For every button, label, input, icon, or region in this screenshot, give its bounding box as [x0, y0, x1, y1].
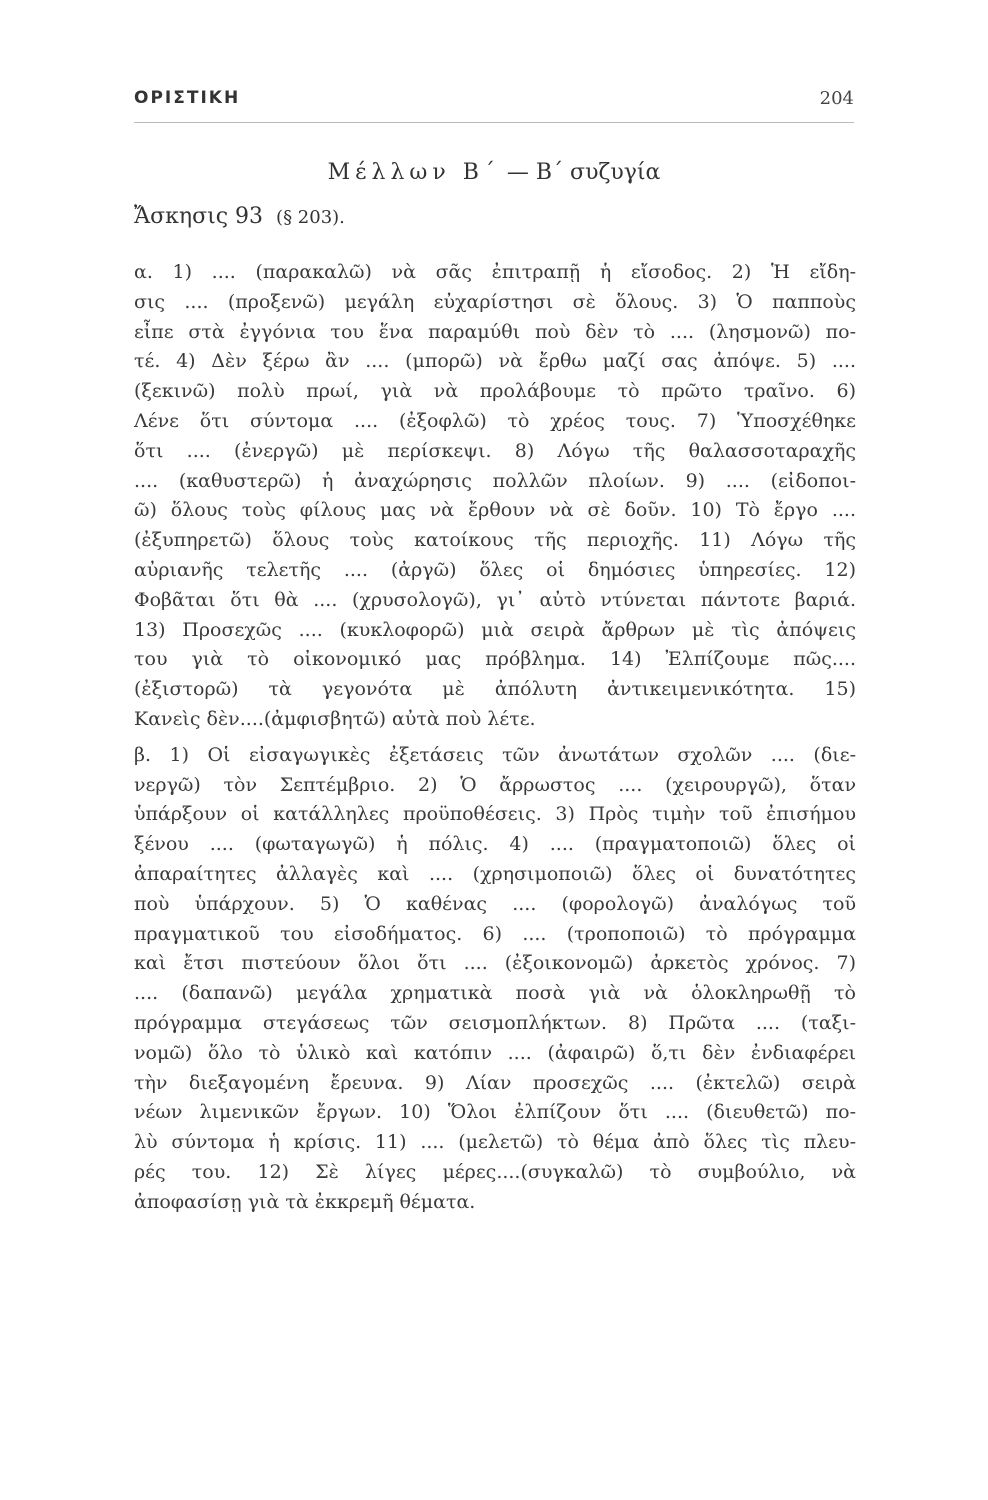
text-line: Λένε ὅτι σύντομα .... (ἐξοφλῶ) τὸ χρέος τους. 7) Ὑποσχέθηκε	[134, 409, 856, 432]
exercise-body	[134, 258, 856, 1218]
text-line: νεργῶ) τὸν Σεπτέμβριο. 2) Ὁ ἄρρωστος .... (χειρουργῶ), ὅταν	[134, 773, 856, 796]
page-header	[134, 88, 854, 122]
page-number: 204	[819, 88, 854, 109]
text-line: αὐριανῆς τελετῆς .... (ἀργῶ) ὅλες οἱ δημόσιες ὑπηρεσίες. 12)	[134, 558, 856, 581]
text-line: τέ. 4) Δὲν ξέρω ἂν .... (μπορῶ) νὰ ἔρθω μαζί σας ἀπόψε. 5) ....	[134, 350, 856, 373]
text-line: καὶ ἔτσι πιστεύουν ὅλοι ὅτι .... (ἐξοικονομῶ) ἀρκετὸς χρόνος. 7)	[134, 952, 856, 975]
section-b	[134, 741, 856, 1218]
text-line: λὺ σύντομα ἡ κρίσις. 11) .... (μελετῶ) τὸ θέμα ἀπὸ ὅλες τὶς πλευ-	[134, 1131, 856, 1154]
text-line: ὑπάρξουν οἱ κατάλληλες προϋποθέσεις. 3) Πρὸς τιμὴν τοῦ ἐπισήμου	[134, 803, 856, 826]
tense-label: Μέλλων Β΄	[327, 160, 500, 185]
running-title: ΟΡΙΣΤΙΚΗ	[134, 88, 241, 108]
text-line: .... (δαπανῶ) μεγάλα χρηματικὰ ποσὰ γιὰ νὰ ὁλοκληρωθῇ τὸ	[134, 982, 856, 1005]
text-line: ἀπαραίτητες ἀλλαγὲς καὶ .... (χρησιμοποιῶ) ὅλες οἱ δυνατότητες	[134, 862, 856, 885]
exercise-number: Ἄσκησις 93	[134, 204, 264, 229]
text-line: νέων λιμενικῶν ἔργων. 10) Ὅλοι ἐλπίζουν ὅτι .... (διευθετῶ) πο-	[134, 1101, 856, 1124]
text-line: α. 1) .... (παρακαλῶ) νὰ σᾶς ἐπιτραπῇ ἡ εἴσοδος. 2) Ἡ εἴδη-	[134, 261, 856, 283]
header-rule	[134, 122, 854, 123]
text-line: (ξεκινῶ) πολὺ πρωί, γιὰ νὰ προλάβουμε τὸ πρῶτο τραῖνο. 6)	[134, 380, 856, 403]
text-line: πραγματικοῦ του εἰσοδήματος. 6) .... (τροποποιῶ) τὸ πρόγραμμα	[134, 922, 856, 945]
text-line: (ἐξυπηρετῶ) ὅλους τοὺς κατοίκους τῆς περιοχῆς. 11) Λόγω τῆς	[134, 529, 856, 552]
text-line: ποὺ ὑπάρχουν. 5) Ὁ καθένας .... (φορολογῶ) ἀναλόγως τοῦ	[134, 892, 856, 915]
text-line: εἶπε στὰ ἐγγόνια του ἕνα παραμύθι ποὺ δὲν τὸ .... (λησμονῶ) πο-	[134, 320, 856, 343]
text-line: 13) Προσεχῶς .... (κυκλοφορῶ) μιὰ σειρὰ ἄρθρων μὲ τὶς ἀπόψεις	[134, 618, 856, 641]
text-line: τὴν διεξαγομένη ἔρευνα. 9) Λίαν προσεχῶς .... (ἐκτελῶ) σειρὰ	[134, 1071, 856, 1094]
text-line: ξένου .... (φωταγωγῶ) ἡ πόλις. 4) .... (πραγματοποιῶ) ὅλες οἱ	[134, 833, 856, 856]
text-line: ῶ) ὅλους τοὺς φίλους μας νὰ ἔρθουν νὰ σὲ δοῦν. 10) Τὸ ἔργο ....	[134, 499, 856, 522]
text-line: (ἐξιστορῶ) τὰ γεγονότα μὲ ἀπόλυτη ἀντικειμενικότητα. 15)	[134, 678, 856, 701]
text-line: σις .... (προξενῶ) μεγάλη εὐχαρίστησι σὲ ὅλους. 3) Ὁ παπποὺς	[134, 290, 856, 313]
text-line: Φοβᾶται ὅτι θὰ .... (χρυσολογῶ), γι᾿ αὐτὸ ντύνεται πάντοτε βαριά.	[134, 588, 856, 611]
text-line: νομῶ) ὅλο τὸ ὑλικὸ καὶ κατόπιν .... (ἀφαιρῶ) ὅ,τι δὲν ἐνδιαφέρει	[134, 1041, 856, 1064]
text-line: του γιὰ τὸ οἰκονομικό μας πρόβλημα. 14) Ἐλπίζουμε πῶς....	[134, 648, 856, 671]
section-heading	[0, 160, 988, 185]
exercise-title	[134, 204, 345, 229]
text-line: β. 1) Οἱ εἰσαγωγικὲς ἐξετάσεις τῶν ἀνωτάτων σχολῶν .... (διε-	[134, 743, 856, 766]
text-line: .... (καθυστερῶ) ἡ ἀναχώρησις πολλῶν πλοίων. 9) .... (εἰδοποι-	[134, 469, 856, 492]
exercise-reference: (§ 203).	[276, 207, 345, 228]
text-line: ρές του. 12) Σὲ λίγες μέρες....(συγκαλῶ) τὸ συμβούλιο, νὰ	[134, 1160, 856, 1183]
text-line: πρόγραμμα στεγάσεως τῶν σεισμοπλήκτων. 8) Πρῶτα .... (ταξι-	[134, 1011, 856, 1034]
text-line: ἀποφασίσῃ γιὰ τὰ ἐκκρεμῆ θέματα.	[134, 1190, 476, 1213]
text-line: Κανεὶς δὲν....(ἀμφισβητῶ) αὐτὰ ποὺ λέτε.	[134, 707, 536, 730]
section-a	[134, 258, 856, 735]
conjugation-label: — Β΄ συζυγία	[506, 160, 661, 185]
text-line: ὅτι .... (ἐνεργῶ) μὲ περίσκεψι. 8) Λόγω τῆς θαλασσοταραχῆς	[134, 439, 856, 462]
